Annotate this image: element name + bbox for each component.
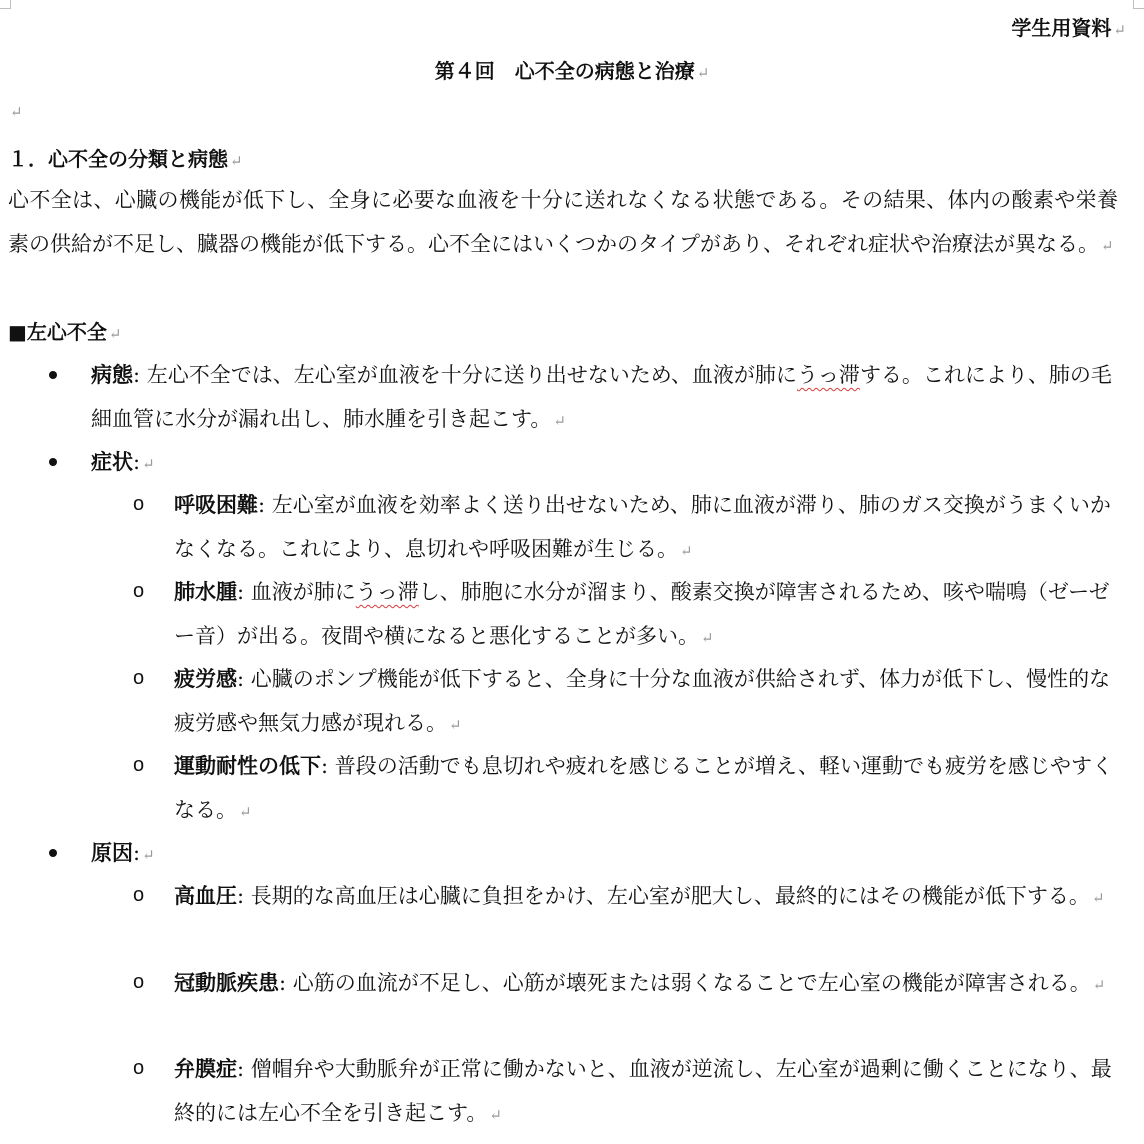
paragraph-mark-icon: ↵	[489, 1105, 502, 1124]
spellcheck-flagged-word[interactable]: うっ滞	[796, 363, 860, 387]
symptom-text-continued: し、肺胞に水分が溜まり、酸素交換が障害されるため、咳や喘鳴（ゼーゼー音）が出る。夜間や横になると悪化することが多い。	[174, 580, 1110, 648]
term-colon: :	[133, 363, 147, 387]
term-colon: :	[133, 450, 141, 474]
circle-bullet-icon: o	[133, 493, 145, 515]
bullet-icon	[49, 371, 57, 379]
list-item-symptom[interactable]	[174, 570, 1116, 660]
circle-bullet-icon: o	[133, 1057, 145, 1079]
paragraph-mark-icon: ↵	[142, 846, 155, 864]
spellcheck-flagged-word[interactable]: うっ滞	[355, 580, 419, 604]
term-causes: 原因	[91, 840, 133, 865]
paragraph-mark-icon: ↵	[10, 103, 23, 121]
list-item-cause[interactable]	[174, 874, 1116, 921]
paragraph-mark-icon: ↵	[239, 802, 252, 821]
left-heart-failure-heading-text: ■左心不全	[8, 320, 107, 344]
section-heading-text: １．心不全の分類と病態	[8, 147, 228, 171]
circle-bullet-icon: o	[133, 971, 145, 993]
paragraph-mark-icon: ↵	[1091, 889, 1105, 907]
list-item-symptom[interactable]	[174, 483, 1116, 573]
list-item-cause[interactable]	[174, 961, 1116, 1008]
circle-bullet-icon: o	[133, 667, 145, 689]
term-colon: :	[237, 667, 251, 691]
list-item-pathology[interactable]	[91, 353, 1115, 443]
cause-term: 弁膜症	[174, 1056, 237, 1081]
circle-bullet-icon: o	[133, 754, 145, 776]
bullet-icon	[49, 458, 57, 466]
symptom-term: 肺水腫	[174, 579, 237, 604]
symptom-text: 心臓のポンプ機能が低下すると、全身に十分な血液が供給されず、体力が低下し、慢性的な疲労感や無気力感が現れる。	[174, 667, 1111, 735]
paragraph-mark-icon: ↵	[680, 541, 693, 560]
paragraph-mark-icon: ↵	[701, 628, 714, 647]
pathology-text-continued: する。これにより、肺の毛細血管に水分が漏れ出し、肺水腫を引き起こす。	[91, 363, 1112, 431]
document-title[interactable]	[0, 55, 1144, 84]
list-item-symptom[interactable]	[174, 657, 1116, 747]
list-item-symptom[interactable]	[174, 744, 1116, 834]
term-colon: :	[237, 1057, 251, 1081]
term-colon: :	[237, 580, 251, 604]
term-symptoms: 症状	[91, 449, 133, 474]
term-colon: :	[279, 971, 293, 995]
paragraph-mark-icon: ↵	[696, 64, 710, 82]
paragraph-mark-icon: ↵	[230, 152, 243, 170]
list-item-causes[interactable]	[91, 831, 1115, 878]
circle-bullet-icon: o	[133, 580, 145, 602]
page-corner-mark	[1133, 0, 1144, 9]
paragraph-mark-icon: ↵	[1113, 21, 1126, 39]
symptom-term: 疲労感	[174, 666, 237, 691]
page-corner-mark	[0, 0, 11, 9]
paragraph-mark-icon: ↵	[553, 411, 566, 430]
pathology-text: 左心不全では、左心室が血液を十分に送り出せないため、血液が肺に	[146, 363, 797, 387]
term-colon: :	[237, 884, 251, 908]
term-colon: :	[321, 754, 335, 778]
list-item-cause[interactable]	[174, 1047, 1116, 1137]
cause-text: 僧帽弁や大動脈弁が正常に働かないと、血液が逆流し、左心室が過剰に働くことになり、最終的には左心不全を引き起こす。	[174, 1057, 1112, 1125]
symptom-term: 運動耐性の低下	[174, 753, 321, 778]
symptom-text: 血液が肺に	[250, 580, 356, 604]
bullet-icon	[49, 849, 57, 857]
section-heading[interactable]	[8, 143, 243, 172]
symptom-text: 左心室が血液を効率よく送り出せないため、肺に血液が滞り、肺のガス交換がうまくいかなくなる。これにより、息切れや呼吸困難が生じる。	[174, 493, 1111, 561]
term-colon: :	[258, 493, 272, 517]
paragraph-mark-icon: ↵	[449, 715, 462, 734]
paragraph-mark-icon: ↵	[1100, 237, 1114, 255]
document-title-text: 第４回 心不全の病態と治療	[434, 59, 695, 83]
circle-bullet-icon: o	[133, 884, 145, 906]
header-label[interactable]	[1011, 12, 1126, 41]
paragraph-mark-icon: ↵	[1092, 976, 1106, 994]
empty-paragraph[interactable]	[8, 102, 23, 121]
paragraph-mark-icon: ↵	[142, 455, 155, 473]
cause-term: 高血圧	[174, 883, 237, 908]
paragraph-mark-icon: ↵	[108, 325, 122, 343]
left-heart-failure-heading[interactable]	[8, 310, 121, 356]
cause-text: 心筋の血流が不足し、心筋が壊死または弱くなることで左心室の機能が障害される。	[292, 971, 1091, 995]
intro-paragraph[interactable]	[8, 178, 1118, 268]
term-pathology: 病態	[91, 362, 133, 387]
symptom-term: 呼吸困難	[174, 492, 258, 517]
list-item-symptoms[interactable]	[91, 440, 1115, 487]
cause-text: 長期的な高血圧は心臓に負担をかけ、左心室が肥大し、最終的にはその機能が低下する。	[250, 884, 1090, 908]
symptom-text: 普段の活動でも息切れや疲れを感じることが増え、軽い運動でも疲労を感じやすくなる。	[174, 754, 1114, 822]
intro-text: 心不全は、心臓の機能が低下し、全身に必要な血液を十分に送れなくなる状態である。その結果、体内の酸素や栄養素の供給が不足し、臓器の機能が低下する。心不全にはいくつかのタイプがあり、それぞれ症状や治療法が異なる。	[8, 188, 1118, 256]
cause-term: 冠動脈疾患	[174, 970, 279, 995]
header-label-text: 学生用資料	[1011, 16, 1112, 40]
term-colon: :	[133, 841, 141, 865]
